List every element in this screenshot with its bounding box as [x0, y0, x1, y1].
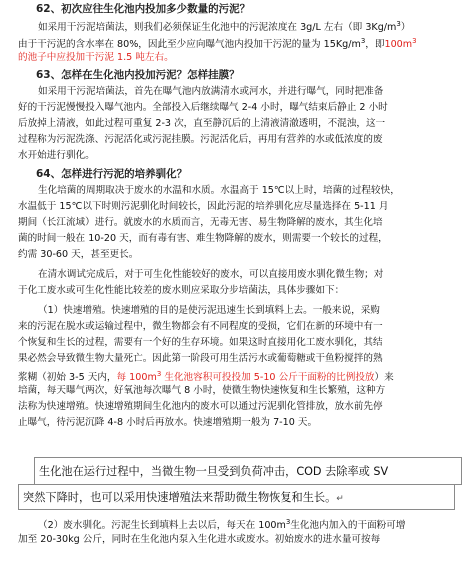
q64-p1-line-1: 生化培菌的周期取决于废水的水温和水质。水温高于 15℃以上时，培菌的过程较快， [38, 185, 400, 196]
q62-line-3: 的池子中应投加干污泥 1.5 吨左右。 [18, 52, 174, 63]
q64-p1-line-5: 约需 30-60 天，甚至更长。 [18, 249, 139, 260]
q64-p3-line-2: 来的污泥在脱水或运输过程中，微生物都会有不同程度的受损，它们在新的环境中有一 [18, 321, 383, 332]
q63-line-5: 水开始进行驯化。 [18, 150, 95, 161]
section-heading-64: 64、怎样进行污泥的培养驯化？ [36, 168, 188, 180]
q63-line-3: 后放掉上清液，如此过程可重复 2-3 次，直至静沉后的上清液清澈透明，不混浊，这一 [18, 118, 386, 129]
q64-p2-line-1: 在清水调试完成后，对于可生化性能较好的废水，可以直接用废水驯化微生物；对 [38, 269, 384, 280]
q64-p3-line-4: 果必然会导致微生物大量死亡。因此第一阶段可用生活污水或葡萄糖或干鱼粉搅拌的熟 [18, 353, 383, 364]
q64b-line-1: （2）废水驯化。污泥生长到填料上去以后，每天在 $100m^3$生化池内加入的干面粉可增 [38, 518, 406, 532]
q64-p1-line-2: 水温低于 15℃以下时则污泥驯化时间较长，因此污泥的培养驯化应尽量选择在 5-11 月 [18, 201, 389, 212]
q64-p1-line-3: 期间（长江流域）进行。就废水的水质而言，无毒无害、易生物降解的废水，其生化培 [18, 217, 383, 228]
q64-p3-line-8: 止曝气，待污泥沉降 4-8 小时后再放水。快速增殖期一般为 7-10 天。 [18, 417, 318, 428]
q63-line-2: 好的干污泥慢慢投入曝气池内。全部投入后继续曝气 2-4 小时，曝气结束后静止 2 小时 [18, 102, 388, 113]
q64-p2-line-2: 于化工废水或可生化性能比较差的废水则应采取分步培菌法，具体步骤如下： [18, 285, 345, 296]
q62-line-2: 由于干污泥的含水率在 80%，因此至少应向曝气池内投加干污泥的量为 $15Kg/m^3$，即$100m^3$ [18, 37, 417, 51]
q64-p3-line-1: （1）快速增殖。快速增殖的目的是使污泥迅速生长到填料上去。一般来说，采购 [38, 305, 380, 316]
section-heading-63: 63、怎样在生化池内投加污泥？怎样挂膜？ [36, 69, 240, 81]
q64-p3-line-5: 浆糊（初始 3-5 天内，每 $100m^3$ 生化池容积可投投加 5-10 公斤干面粉的比例投放）来 [18, 370, 394, 384]
section-heading-62: 62、初次应往生化池内投加多少数量的污泥？ [36, 3, 251, 15]
q62-line-1: 如采用干污泥培菌法，则我们必须保证生化池中的污泥浓度在 3g/L 左右（即 $3Kg/m^3$） [38, 20, 411, 34]
q64-p3-line-6: 培菌，每天曝气两次，好氧池每次曝气 8 小时，使微生物快速恢复和生长繁殖，这种方 [18, 385, 386, 396]
q64b-line-2: 加至 20-30kg 公斤，同时在生化池内泵入生化进水或废水。初始废水的进水量可按每 [18, 534, 381, 545]
highlight-box-line-2: 突然下降时，也可以采用快速增殖法来帮助微生物恢复和生长。↵ [18, 484, 455, 510]
q64-p3-line-7: 法称为快速增殖。快速增殖期间生化池内的废水可以通过污泥驯化管排放，放水前先停 [18, 401, 383, 412]
q64-p3-line-3: 个恢复和生长的过程，需要有一个好的生存环境。如果这时直接用化工废水驯化，其结 [18, 337, 383, 348]
q64-p1-line-4: 菌的时间一般在 10-20 天，而有毒有害、难生物降解的废水，则需要一个较长的过程， [18, 233, 388, 244]
q63-line-1: 如采用干污泥培菌法，首先在曝气池内放满清水或河水，并进行曝气，同时把准备 [38, 86, 384, 97]
highlight-box-line-1: 生化池在运行过程中，当微生物一旦受到负荷冲击，COD 去除率或 SV [34, 457, 462, 485]
paragraph-return-icon: ↵ [336, 494, 344, 504]
q63-line-4: 过程称为污泥洗涤、污泥活化或污泥挂膜。污泥活化后，再用有营养的水或低浓度的废 [18, 134, 383, 145]
